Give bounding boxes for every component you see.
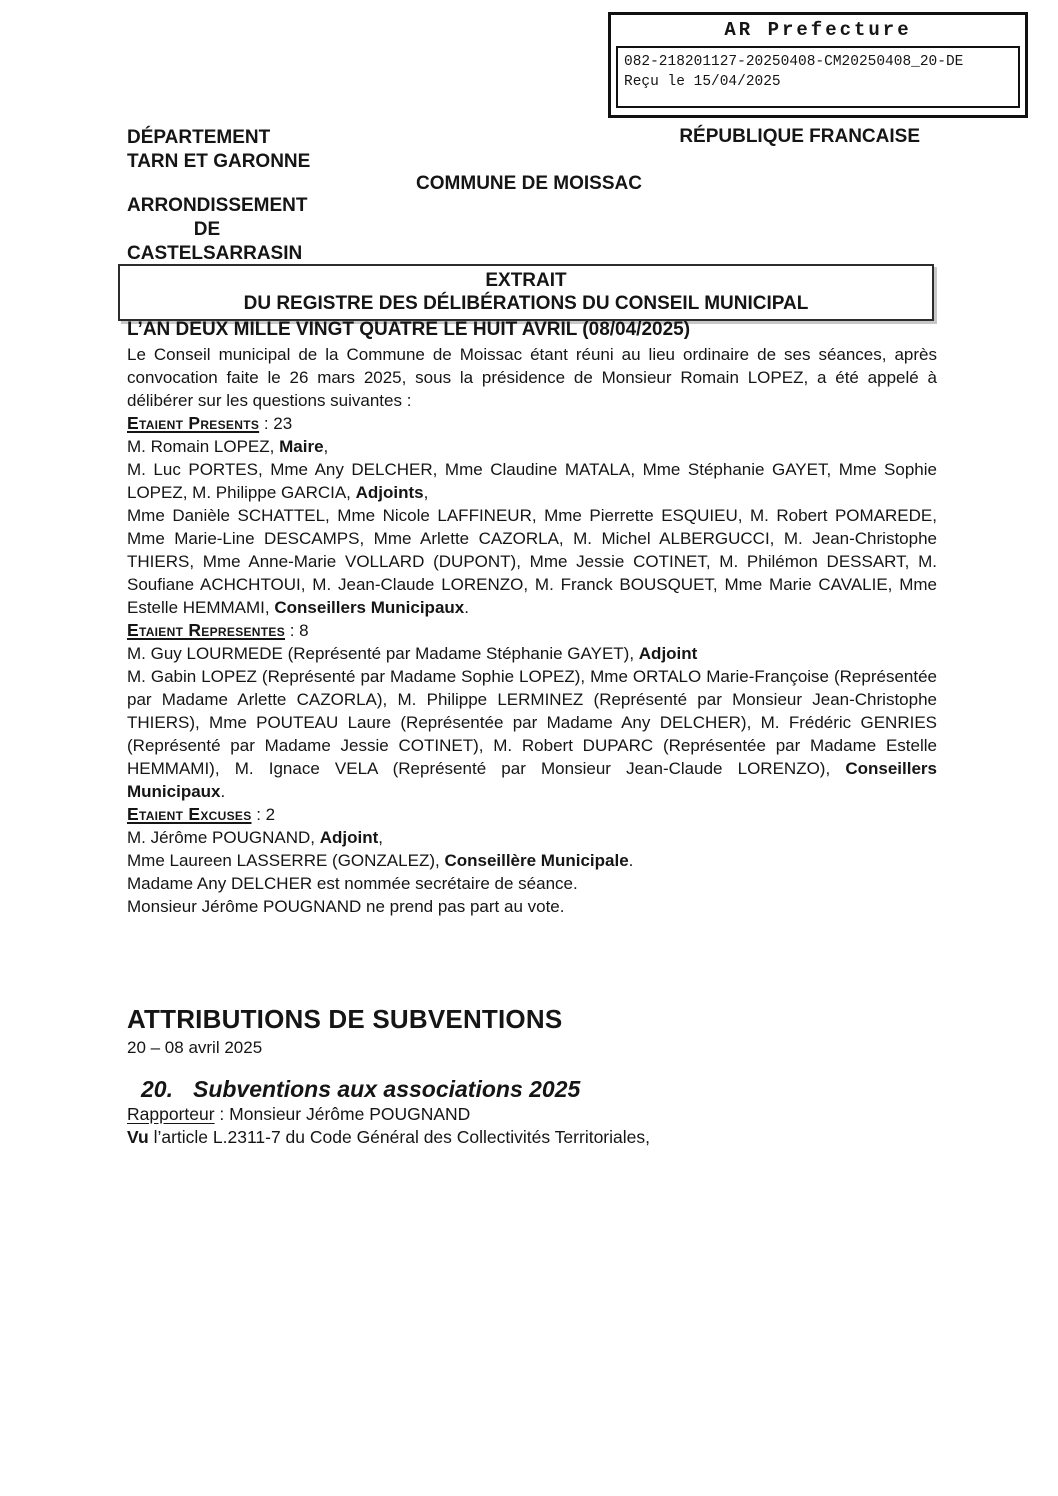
department-name: TARN ET GARONNE [127,151,311,172]
section-subtitle: 20 – 08 avril 2025 [127,1038,263,1057]
vu-label: Vu [127,1127,149,1147]
deliberation-item-label: Subventions aux associations 2025 [192,1076,581,1102]
present-heading-line [127,412,937,435]
session-intro: Le Conseil municipal de la Commune de Moissac étant réuni au lieu ordinaire de ses séances, après convocation faite le 26 mars 2025, sous la présidence de Monsieur Romain LOPEZ, a été appelé à délibérer sur les questions suivantes : [127,345,937,410]
arrondissement-label: ARRONDISSEMENT [127,195,308,216]
vu-line [127,1126,937,1149]
prefecture-stamp-code: 082-218201127-20250408-CM20250408_20-DE [624,54,964,70]
extract-banner [118,264,934,321]
prefecture-stamp-body [616,46,1020,108]
section-title: ATTRIBUTIONS DE SUBVENTIONS [127,1004,563,1034]
document-body [127,318,937,1149]
department-label: DÉPARTEMENT [127,127,271,148]
represented-heading: Etaient Representes [127,620,286,640]
no-vote-note: Monsieur Jérôme POUGNAND ne prend pas part au vote. [127,897,565,916]
prefecture-stamp-title: AR Prefecture [724,19,912,41]
commune-title: COMMUNE DE MOISSAC [416,173,642,194]
arrondissement-name: CASTELSARRASIN [127,243,303,264]
present-line-conseillers: Mme Danièle SCHATTEL, Mme Nicole LAFFINEUR, Mme Pierrette ESQUIEU, M. Robert POMAREDE, Mme Marie-Line DESCAMPS, Mme Arlette CAZORLA, M. Michel ALBERGUCCI, M. Jean-Christophe THIERS, Mme Anne-Marie VOLLARD (DUPONT), Mme Jessie COTINET, M. Philémon DESSART, M. Soufiane ACHCHTOUI, M. Jean-Claude LORENZO, M. Franck BOUSQUET, Mme Marie CAVALIE, Mme Estelle HEMMAMI, Conseillers Municipaux. [127,506,937,617]
represented-line-conseillers: M. Gabin LOPEZ (Représenté par Madame Sophie LOPEZ), Mme ORTALO Marie-Françoise (Représentée par Madame Arlette CAZORLA), M. Philippe LERMINEZ (Représenté par Monsieur Jean-Christophe THIERS), Mme POUTEAU Laure (Représentée par Madame Any DELCHER), M. Frédéric GENRIES (Représenté par Madame Jessie COTINET), M. Robert DUPARC (Représentée par Madame Estelle HEMMAMI), M. Ignace VELA (Représenté par Monsieur Jean-Claude LORENZO), Conseillers Municipaux. [127,667,937,801]
session-date-line: L’AN DEUX MILLE VINGT QUATRE LE HUIT AVRIL (08/04/2025) [127,319,691,340]
vu-text: l’article L.2311-7 du Code Général des Collectivités Territoriales, [148,1127,650,1147]
prefecture-stamp [608,12,1028,118]
represented-heading-line [127,619,937,642]
republic-title: RÉPUBLIQUE FRANCAISE [679,126,920,147]
rapporteur-label: Rapporteur [127,1104,215,1124]
represented-count: : 8 [285,621,309,640]
rapporteur-value: : Monsieur Jérôme POUGNAND [214,1104,471,1124]
present-heading: Etaient Presents [127,413,260,433]
excused-line-conseillere: Mme Laureen LASSERRE (GONZALEZ), Conseillère Municipale. [127,851,634,870]
excused-heading-line [127,803,937,826]
extract-banner-line2: DU REGISTRE DES DÉLIBÉRATIONS DU CONSEIL MUNICIPAL [243,293,809,314]
represented-line-adjoint: M. Guy LOURMEDE (Représenté par Madame Stéphanie GAYET), Adjoint [127,644,698,663]
deliberation-item-title [127,1076,937,1103]
present-line-maire: M. Romain LOPEZ, Maire, [127,437,329,456]
rapporteur-line [127,1103,937,1126]
prefecture-stamp-date: Reçu le 15/04/2025 [624,74,781,90]
secretary-note: Madame Any DELCHER est nommée secrétaire de séance. [127,874,578,893]
present-count: : 23 [259,414,293,433]
excused-heading: Etaient Excuses [127,804,252,824]
deliberation-item-number: 20. [141,1076,173,1102]
excused-line-adjoint: M. Jérôme POUGNAND, Adjoint, [127,828,383,847]
present-line-adjoints: M. Luc PORTES, Mme Any DELCHER, Mme Claudine MATALA, Mme Stéphanie GAYET, Mme Sophie LOPEZ, M. Philippe GARCIA, Adjoints, [127,460,937,502]
arrondissement-de: DE [193,219,221,240]
letterhead-left [127,126,327,266]
extract-banner-line1: EXTRAIT [485,270,567,291]
excused-count: : 2 [251,805,276,824]
